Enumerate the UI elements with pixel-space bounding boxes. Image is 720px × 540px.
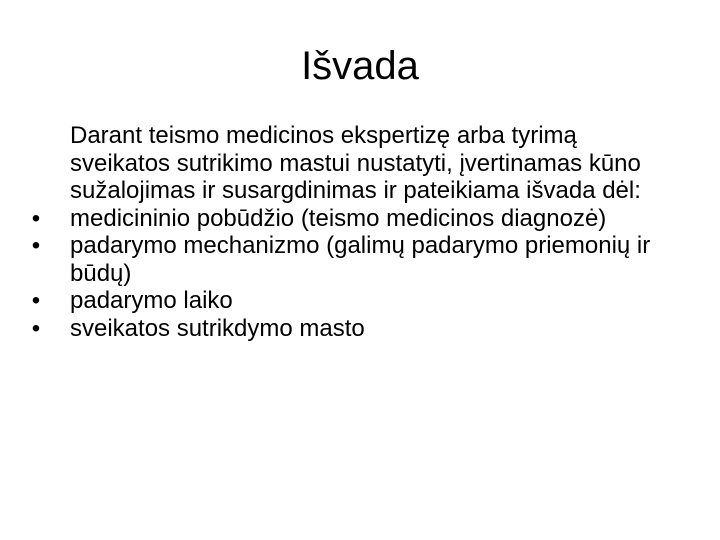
bullet-list xyxy=(31,204,670,343)
bullet-text: sveikatos sutrikdymo masto xyxy=(70,314,365,342)
bullet-dot-icon: • xyxy=(31,287,41,314)
bullet-text: medicininio pobūdžio (teismo medicinos diagnozė) xyxy=(70,204,607,232)
slide-title: Išvada xyxy=(301,44,419,88)
bullet-item xyxy=(31,204,670,233)
bullet-dot-icon: • xyxy=(31,232,41,259)
bullet-dot-icon: • xyxy=(31,204,41,232)
slide-body xyxy=(31,122,670,342)
bullet-item xyxy=(31,287,670,315)
bullet-item xyxy=(31,232,670,287)
bullet-text: padarymo mechanizmo (galimų padarymo priemonių ir būdų) xyxy=(70,232,651,287)
intro-paragraph: Darant teismo medicinos ekspertizę arba tyrimą sveikatos sutrikimo mastui nustatyti, įvertinamas kūno sužalojimas ir susargdinimas ir pateikiama išvada dėl: xyxy=(70,122,641,204)
bullet-dot-icon: • xyxy=(31,314,41,342)
bullet-item xyxy=(31,314,670,343)
bullet-text: padarymo laiko xyxy=(70,287,233,314)
